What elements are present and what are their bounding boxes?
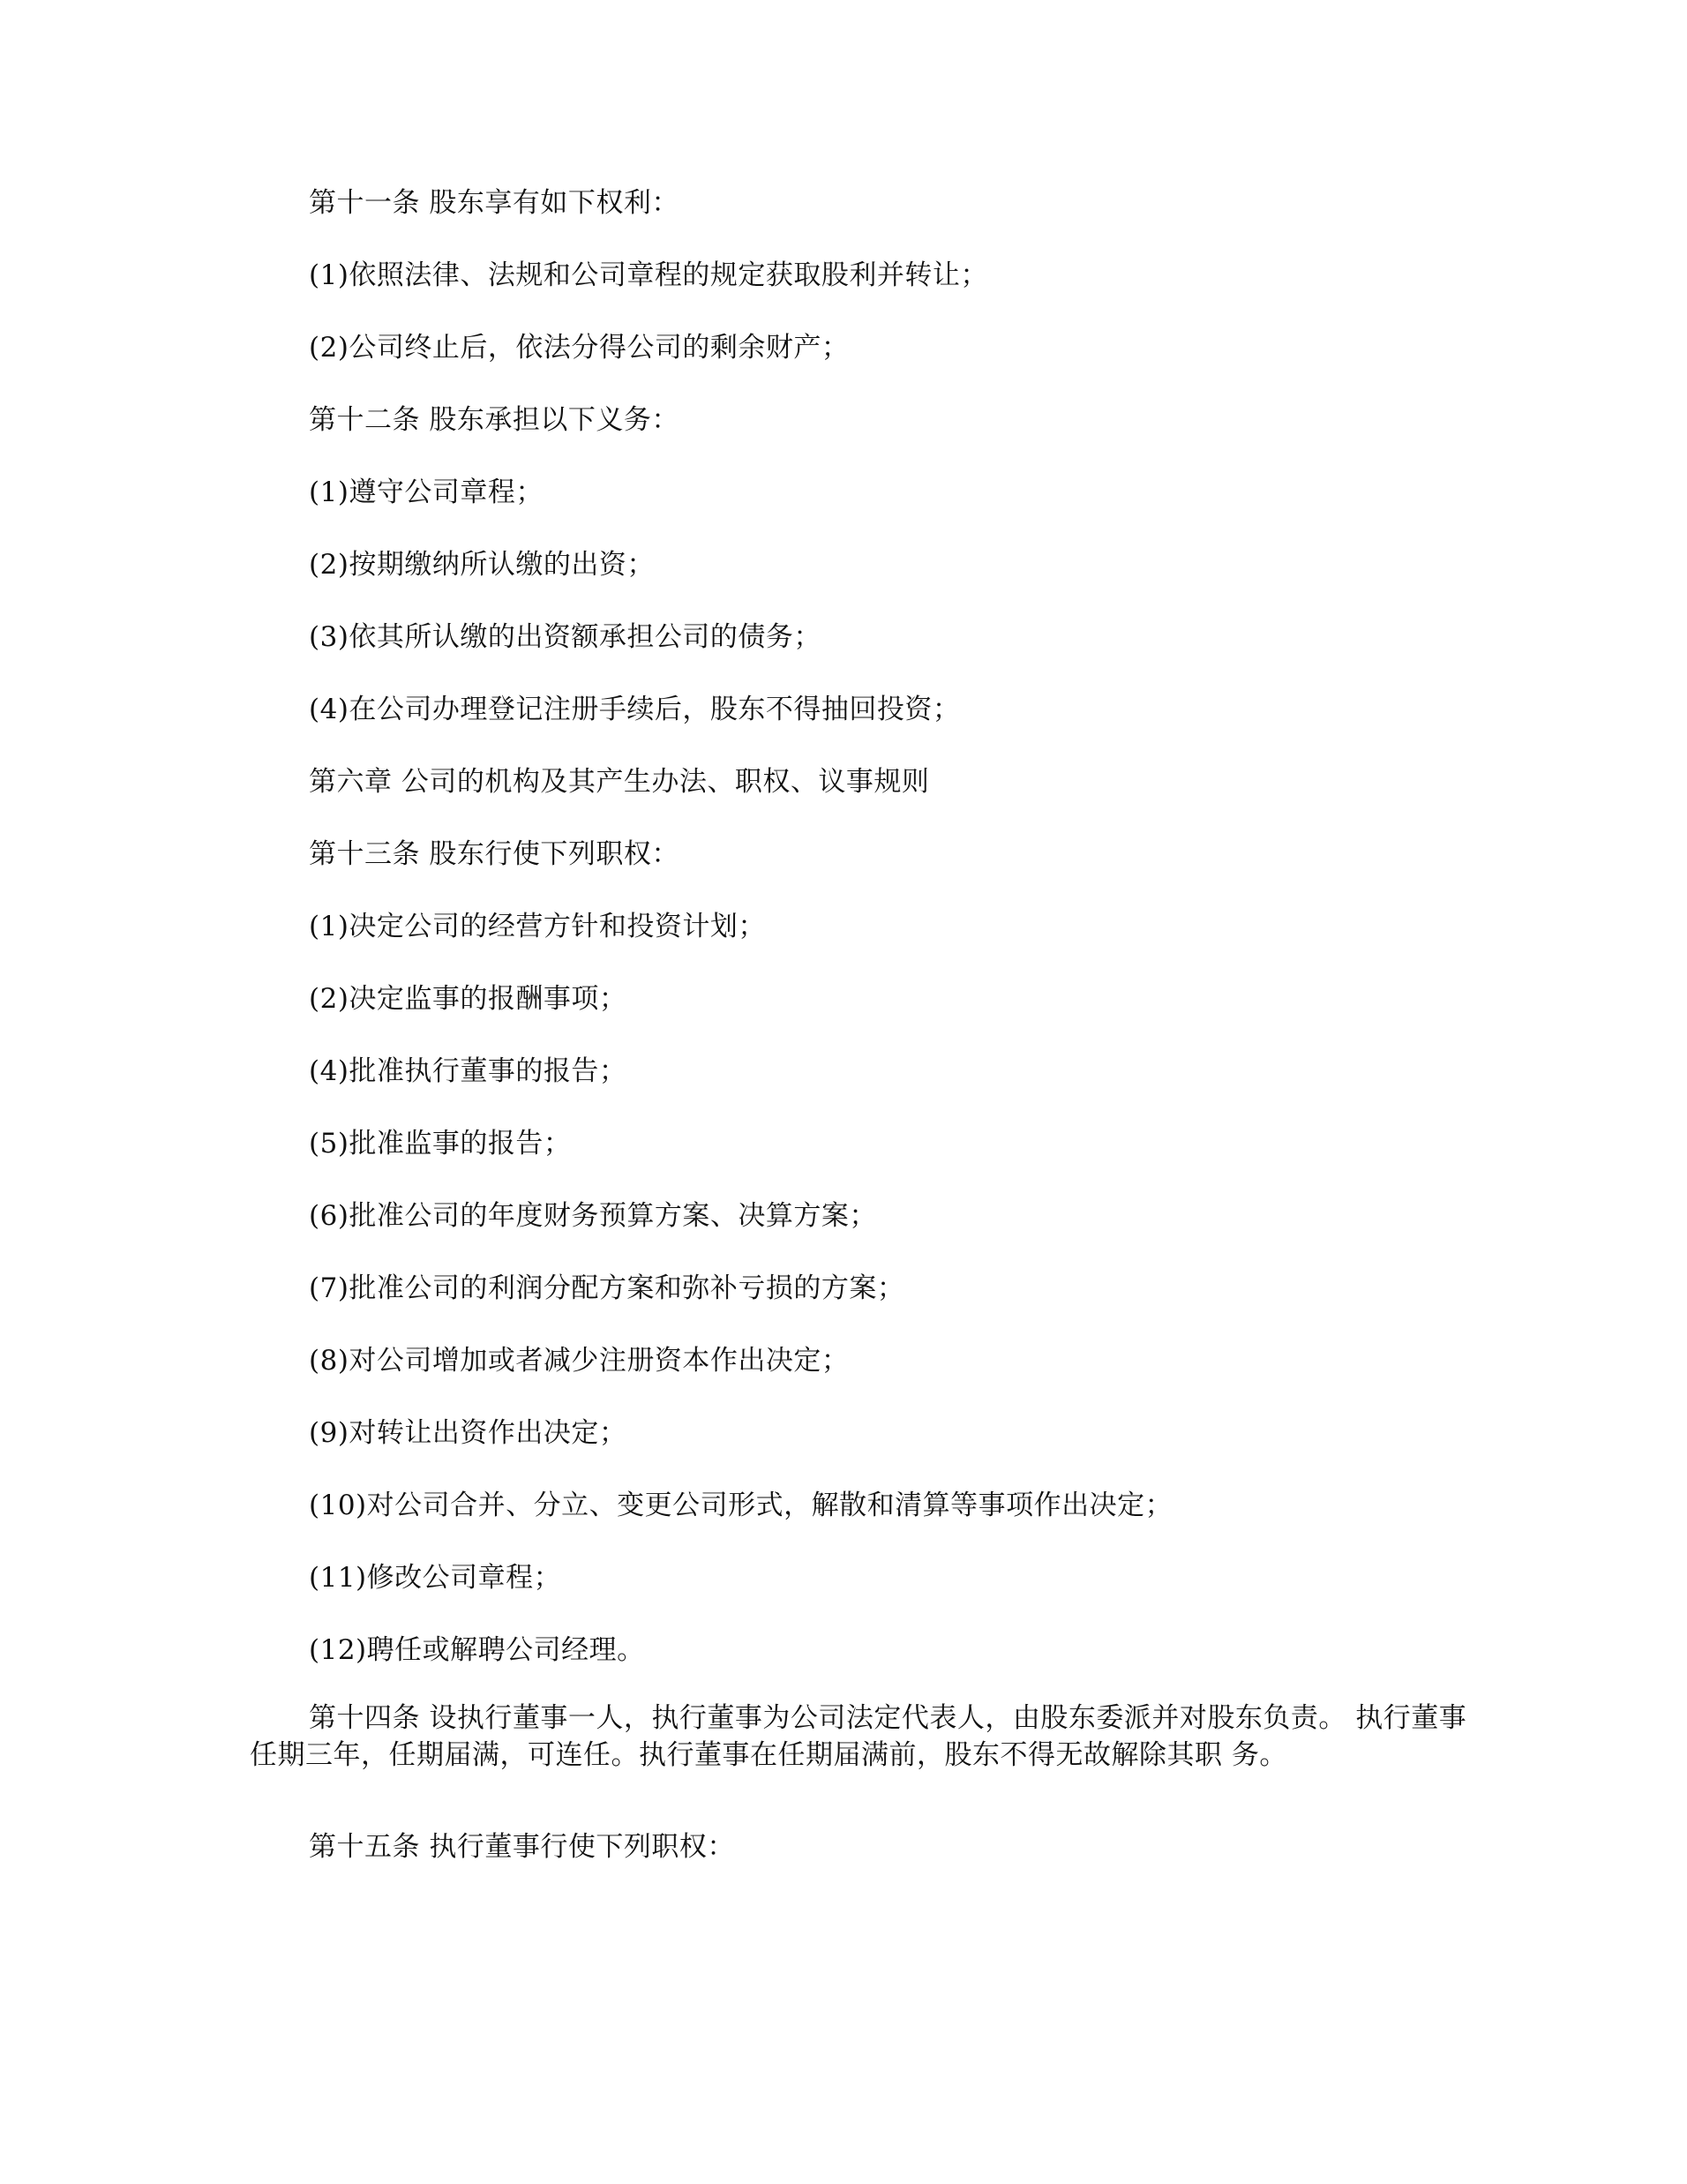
article-12-item-3: (3)依其所认缴的出资额承担公司的债务； <box>309 621 821 653</box>
article-13-item-7: (7)批准公司的利润分配方案和弥补亏损的方案； <box>309 1272 905 1304</box>
article-12-item-1: (1)遵守公司章程； <box>309 477 544 508</box>
article-13-item-12: (12)聘任或解聘公司经理。 <box>309 1634 645 1666</box>
article-11-item-2: (2)公司终止后，依法分得公司的剩余财产； <box>309 332 850 364</box>
article-13-item-2: (2)决定监事的报酬事项； <box>309 983 627 1015</box>
chapter-6-heading: 第六章 公司的机构及其产生办法、职权、议事规则 <box>309 766 930 798</box>
article-14-paragraph: 第十四条 设执行董事一人，执行董事为公司法定代表人，由股东委派并对股东负责。 执行董事任期三年，任期届满，可连任。执行董事在任期届满前，股东不得无故解除其职 务。 <box>250 1702 1467 1771</box>
article-13-item-5: (5)批准监事的报告； <box>309 1128 572 1160</box>
article-12-item-4: (4)在公司办理登记注册手续后，股东不得抽回投资； <box>309 694 961 725</box>
article-13-heading: 第十三条 股东行使下列职权： <box>309 838 679 870</box>
article-11-heading: 第十一条 股东享有如下权利： <box>309 187 679 219</box>
article-13-item-1: (1)决定公司的经营方针和投资计划； <box>309 911 766 942</box>
article-13-item-6: (6)批准公司的年度财务预算方案、决算方案； <box>309 1200 877 1232</box>
article-13-item-10: (10)对公司合并、分立、变更公司形式，解散和清算等事项作出决定； <box>309 1490 1173 1521</box>
article-13-item-4: (4)批准执行董事的报告； <box>309 1055 627 1087</box>
article-12-item-2: (2)按期缴纳所认缴的出资； <box>309 549 655 581</box>
article-15-heading: 第十五条 执行董事行使下列职权： <box>309 1831 735 1863</box>
article-13-item-9: (9)对转让出资作出决定； <box>309 1417 627 1449</box>
article-12-heading: 第十二条 股东承担以下义务： <box>309 404 679 436</box>
article-11-item-1: (1)依照法律、法规和公司章程的规定获取股利并转让； <box>309 259 988 291</box>
article-13-item-11: (11)修改公司章程； <box>309 1562 562 1594</box>
article-13-item-8: (8)对公司增加或者减少注册资本作出决定； <box>309 1345 850 1377</box>
